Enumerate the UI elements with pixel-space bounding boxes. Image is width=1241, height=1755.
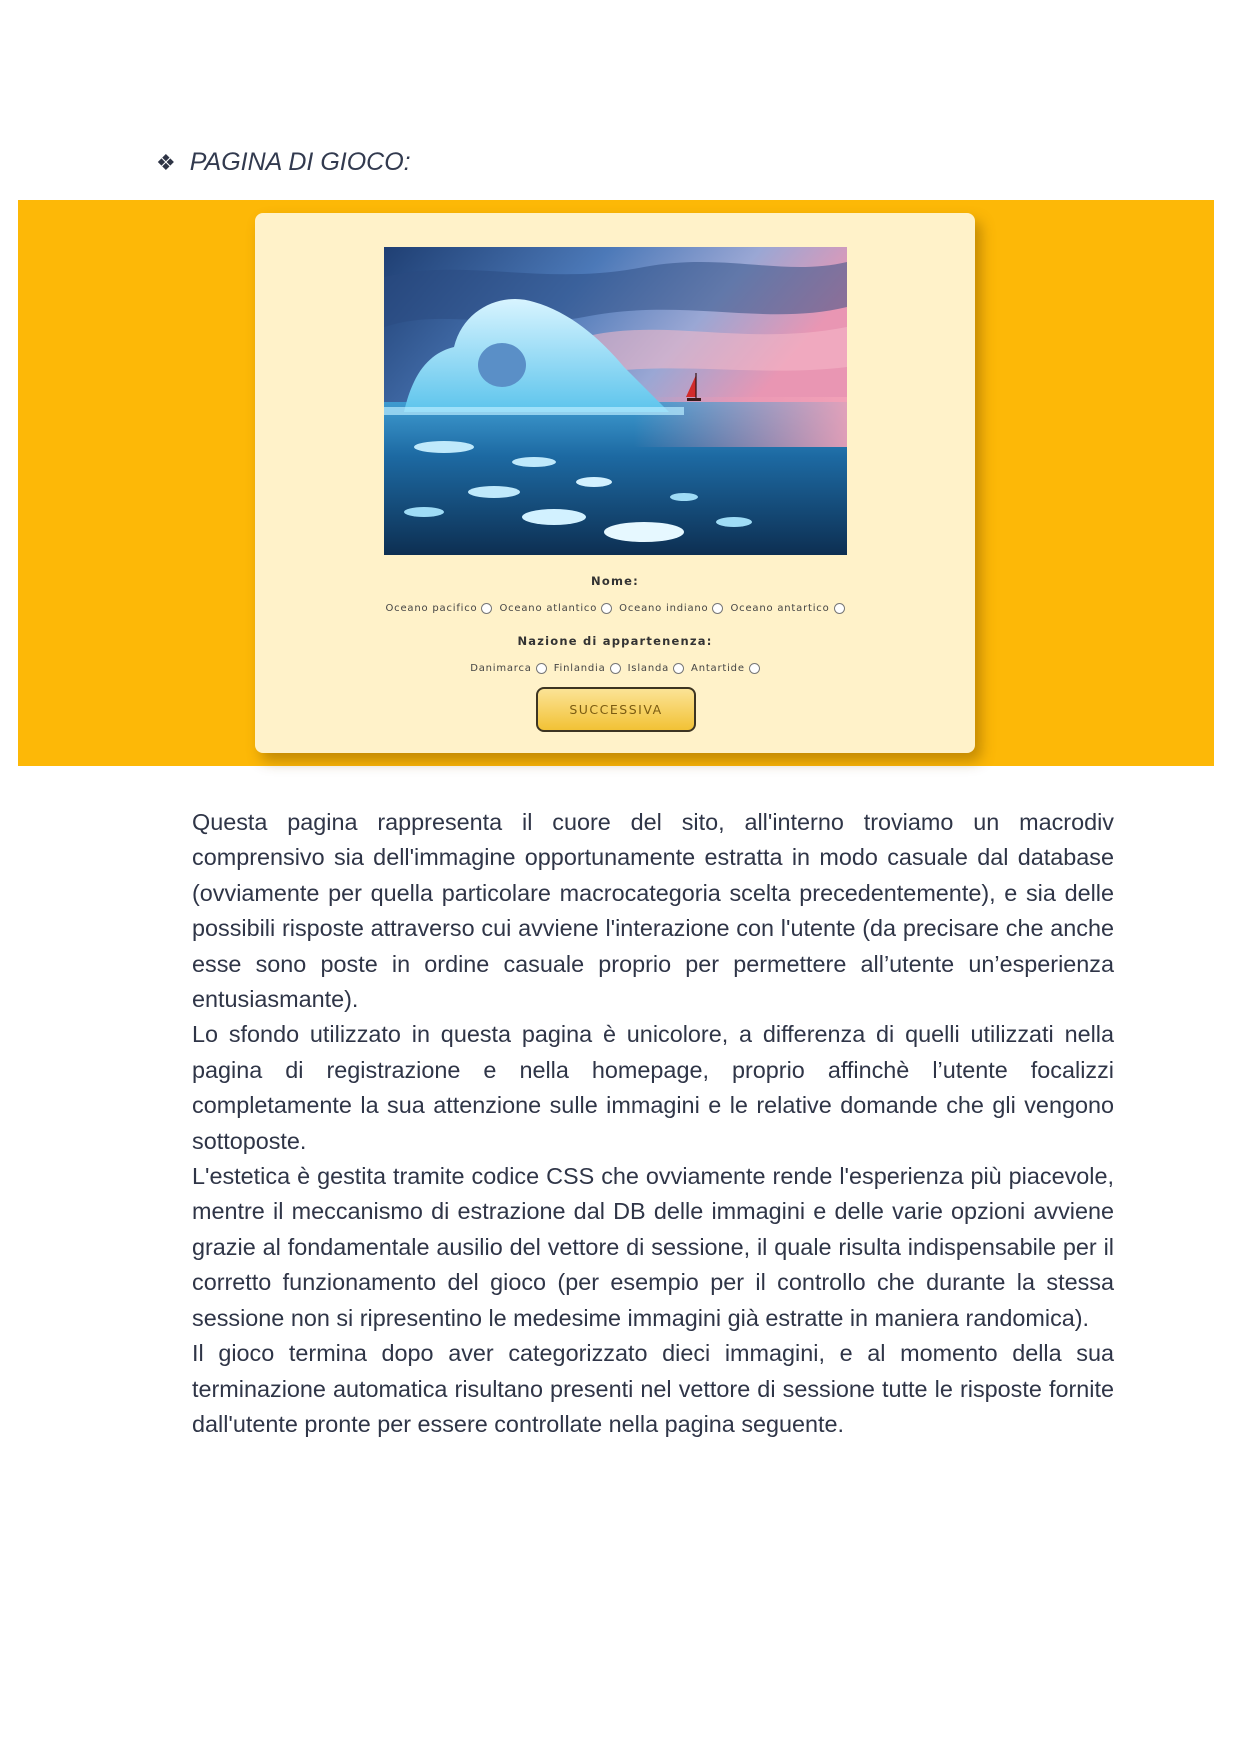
radio-button[interactable] (712, 603, 723, 614)
option-label: Antartide (691, 663, 745, 674)
option-oceano-indiano[interactable] (619, 603, 723, 614)
option-label: Oceano pacifico (385, 603, 478, 614)
option-oceano-atlantico[interactable] (499, 603, 612, 614)
radio-button[interactable] (610, 663, 621, 674)
option-oceano-pacifico[interactable] (386, 603, 493, 614)
question-name-options (255, 603, 975, 614)
option-danimarca[interactable] (470, 663, 547, 674)
option-oceano-antartico[interactable] (730, 603, 844, 614)
option-label: Islanda (627, 663, 670, 674)
option-label: Danimarca (470, 663, 532, 674)
radio-button[interactable] (834, 603, 845, 614)
question-nation-options (255, 663, 975, 674)
paragraph: L'estetica è gestita tramite codice CSS che ovviamente rende l'esperienza più piacevole, mentre il meccanismo di estrazione dal DB delle immagini e delle varie opzioni avviene grazie al fondamentale ausilio del vettore di sessione, il quale risulta indispensabile per il corretto funzionamento del gioco (per esempio per il controllo che durante la stessa sessione non si ripresentino le medesime immagini già estratte in maniera randomica). (192, 1163, 1114, 1331)
option-label: Oceano antartico (730, 603, 830, 614)
radio-button[interactable] (601, 603, 612, 614)
radio-button[interactable] (749, 663, 760, 674)
description-text (192, 805, 1114, 1442)
option-finlandia[interactable] (554, 663, 621, 674)
option-label: Finlandia (553, 663, 606, 674)
paragraph: Questa pagina rappresenta il cuore del sito, all'interno troviamo un macrodiv comprensivo sia dell'immagine opportunamente estratta in modo casuale dal database (ovviamente per quella particolare macrocategoria scelta precedentemente), e sia delle possibili risposte attraverso cui avviene l'interazione con l'utente (da precisare che anche esse sono poste in ordine casuale proprio per permettere all’utente un’esperienza entusiasmante). (192, 809, 1114, 1013)
paragraph: Lo sfondo utilizzato in questa pagina è unicolore, a differenza di quelli utilizzati nella pagina di registrazione e nella homepage, proprio affinchè l’utente focalizzi completamente la sua attenzione sulle immagini e le relative domande che gli vengono sottoposte. (192, 1021, 1114, 1154)
game-screenshot-banner (18, 200, 1214, 766)
section-title: PAGINA DI GIOCO: (189, 148, 411, 176)
option-label: Oceano indiano (619, 603, 709, 614)
question-nation-label: Nazione di appartenenza: (517, 634, 713, 648)
next-button[interactable]: SUCCESSIVA (536, 687, 696, 732)
option-antartide[interactable] (691, 663, 760, 674)
option-islanda[interactable] (628, 663, 684, 674)
diamond-bullet-icon: ❖ (156, 149, 176, 175)
radio-button[interactable] (481, 603, 492, 614)
option-label: Oceano atlantico (499, 603, 598, 614)
paragraph: Il gioco termina dopo aver categorizzato dieci immagini, e al momento della sua terminazione automatica risultano presenti nel vettore di sessione tutte le risposte fornite dall'utente pronte per essere controllate nella pagina seguente. (192, 1340, 1114, 1437)
question-name-label: Nome: (591, 574, 639, 588)
radio-button[interactable] (536, 663, 547, 674)
section-heading (156, 148, 411, 177)
iceberg-photo (384, 247, 847, 555)
game-card (255, 213, 975, 753)
radio-button[interactable] (673, 663, 684, 674)
